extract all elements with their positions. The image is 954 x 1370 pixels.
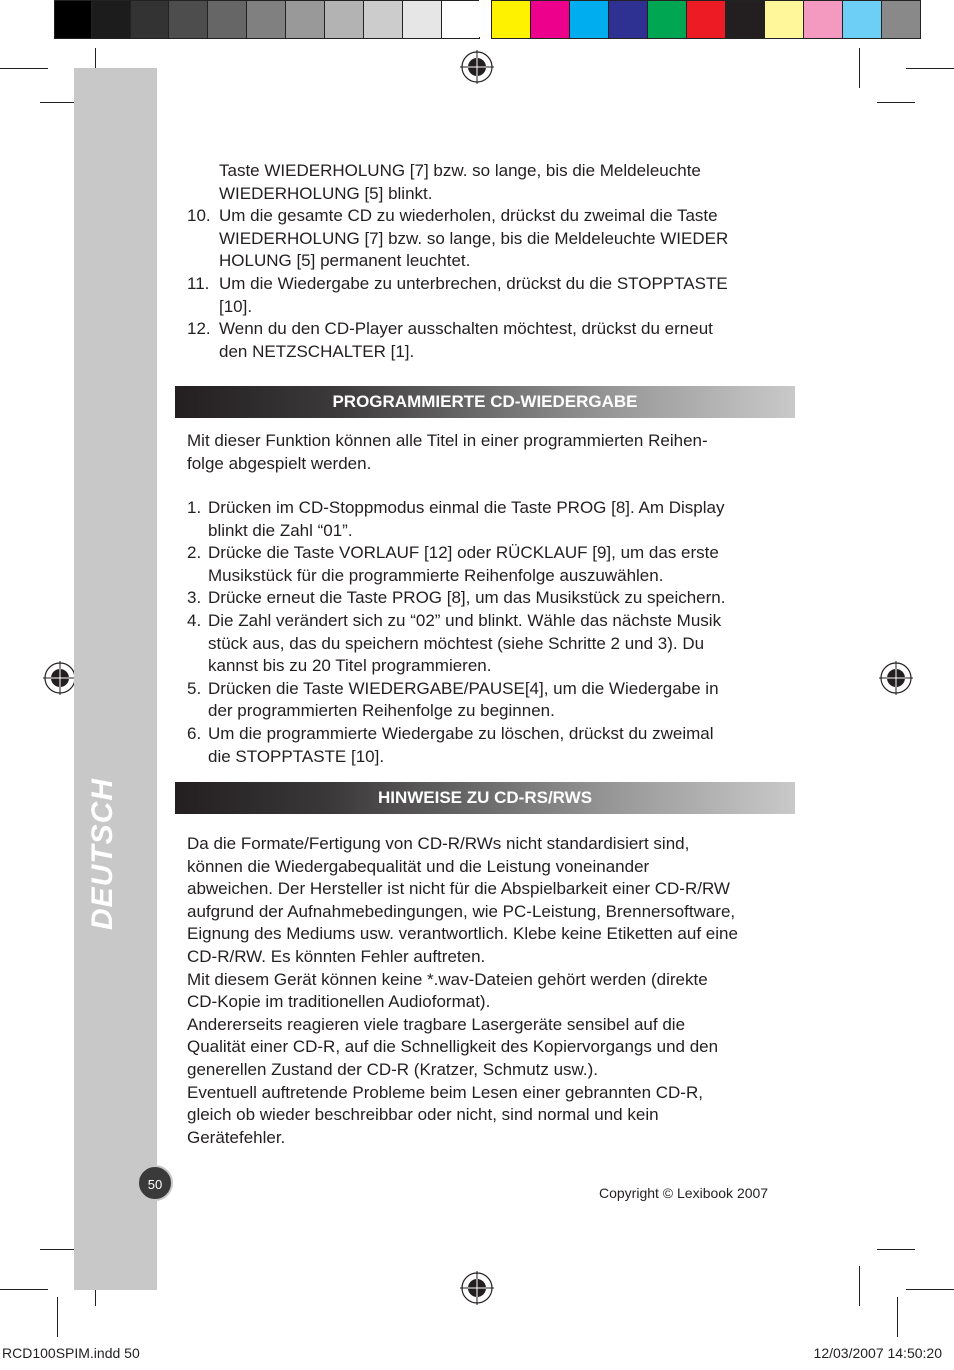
- list-item-line: stück aus, das du speichern möchtest (siehe Schritte 2 und 3). Du: [208, 633, 705, 653]
- paragraph-line: Andererseits reagieren viele tragbare Lasergeräte sensibel auf die: [187, 1014, 686, 1034]
- list-item-line: Um die gesamte CD zu wiederholen, drückst du zweimal die Taste: [219, 206, 718, 226]
- color-swatch: [569, 0, 609, 39]
- list-item-line: blinkt die Zahl “01”.: [208, 520, 353, 540]
- list-item-number: 3.: [187, 588, 202, 608]
- list-item-line: Drücke erneut die Taste PROG [8], um das Musikstück zu speichern.: [208, 588, 726, 608]
- paragraph-line: aufgrund der Aufnahmebedingungen, wie PC-Leistung, Brennersoftware,: [187, 901, 736, 921]
- list-item-line: der programmierten Reihenfolge zu beginnen.: [208, 701, 555, 721]
- section-heading-cdrw: HINWEISE ZU CD-RS/RWS: [175, 782, 795, 814]
- crop-mark: [859, 1266, 860, 1306]
- registration-mark-icon: [879, 661, 913, 695]
- color-swatch: [324, 0, 364, 39]
- crop-mark: [57, 1297, 58, 1337]
- color-swatch: [842, 0, 882, 39]
- list-item-number: 12.: [187, 319, 211, 339]
- crop-mark: [897, 1297, 898, 1337]
- crop-mark: [906, 68, 954, 69]
- paragraph-line: Da die Formate/Fertigung von CD-R/RWs nicht standardisiert sind,: [187, 834, 690, 853]
- page-number-badge: 50: [137, 1165, 173, 1201]
- list-item-number: 1.: [187, 498, 202, 517]
- color-swatch: [441, 0, 480, 39]
- color-swatch: [130, 0, 169, 39]
- color-swatch: [207, 0, 247, 39]
- list-item-line: die STOPPTASTE [10].: [208, 746, 385, 766]
- registration-mark-icon: [43, 661, 77, 695]
- list-item-number: 6.: [187, 723, 202, 743]
- list-item: [187, 587, 802, 610]
- list-item-number: 2.: [187, 543, 202, 563]
- paragraph-line: Mit dieser Funktion können alle Titel in einer programmierten Reihen-: [187, 431, 708, 450]
- list-item-line: WIEDERHOLUNG [7] bzw. so lange, bis die Meldeleuchte WIEDER: [219, 228, 729, 248]
- color-swatch: [881, 0, 921, 39]
- list-item-line: Wenn du den CD-Player ausschalten möchtest, drückst du erneut: [219, 319, 713, 339]
- color-swatch: [54, 0, 92, 39]
- list-item: [187, 318, 799, 363]
- paragraph-line: CD-R/RW. Es könnten Fehler auftreten.: [187, 946, 486, 966]
- crop-mark: [859, 48, 860, 88]
- color-swatch: [803, 0, 843, 39]
- paragraph-line: folge abgespielt werden.: [187, 453, 372, 473]
- list-item-line: den NETZSCHALTER [1].: [219, 341, 415, 361]
- color-swatch: [285, 0, 325, 39]
- section-heading-program: PROGRAMMIERTE CD-WIEDERGABE: [175, 386, 795, 418]
- paragraph-line: können die Wiedergabequalität und die Leistung voneinander: [187, 856, 650, 876]
- crop-mark: [0, 68, 48, 69]
- sidebar-language-label: DEUTSCH: [86, 777, 119, 930]
- color-swatch: [608, 0, 648, 39]
- color-swatch: [363, 0, 403, 39]
- list-item-line: Die Zahl verändert sich zu “02” und blinkt. Wähle das nächste Musik: [208, 610, 722, 630]
- crop-mark: [0, 1289, 48, 1290]
- list-item: [187, 160, 799, 205]
- program-steps-list: [187, 497, 802, 768]
- list-item-number: 10.: [187, 206, 211, 226]
- paragraph-line: Mit diesem Gerät können keine *.wav-Dateien gehört werden (direkte: [187, 969, 708, 989]
- list-item-line: HOLUNG [5] permanent leuchtet.: [219, 251, 471, 271]
- paragraph-line: Qualität einer CD-R, auf die Schnelligkeit des Kopiervorgangs und den: [187, 1037, 719, 1057]
- language-sidebar: [74, 68, 157, 1290]
- list-item-line: Taste WIEDERHOLUNG [7] bzw. so lange, bis die Meldeleuchte: [219, 161, 701, 180]
- list-item-line: Musikstück für die programmierte Reihenfolge auszuwählen.: [208, 565, 664, 585]
- color-swatch: [725, 0, 765, 39]
- paragraph-line: generellen Zustand der CD-R (Kratzer, Schmutz usw.).: [187, 1059, 598, 1079]
- list-item: [187, 678, 802, 723]
- paragraph-line: CD-Kopie im traditionellen Audioformat).: [187, 992, 491, 1012]
- list-item: [187, 497, 802, 542]
- color-calibration-bar: [54, 0, 920, 40]
- color-swatch: [479, 0, 491, 37]
- crop-mark: [877, 1249, 915, 1250]
- color-swatch: [91, 0, 131, 39]
- registration-mark-icon: [460, 50, 494, 84]
- color-swatch: [246, 0, 286, 39]
- footer-file-info: RCD100SPIM.indd 50: [2, 1345, 140, 1361]
- list-item-line: Drücke die Taste VORLAUF [12] oder RÜCKLAUF [9], um das erste: [208, 543, 719, 563]
- list-item-line: kannst bis zu 20 Titel programmieren.: [208, 656, 492, 676]
- list-item-number: 4.: [187, 610, 202, 630]
- color-swatch: [647, 0, 687, 39]
- list-item: [187, 205, 799, 273]
- paragraph-line: gleich ob wieder beschreibbar oder nicht, sind normal und kein: [187, 1105, 659, 1125]
- list-item-number: 11.: [187, 273, 210, 293]
- color-swatch: [686, 0, 726, 39]
- paragraph-line: Eignung des Mediums usw. verantwortlich. Klebe keine Etiketten auf eine: [187, 924, 738, 944]
- list-item: [187, 273, 799, 318]
- footer-datetime: 12/03/2007 14:50:20: [813, 1345, 942, 1361]
- paragraph-line: abweichen. Der Hersteller ist nicht für die Abspielbarkeit einer CD-R/RW: [187, 879, 730, 899]
- registration-mark-icon: [460, 1271, 494, 1305]
- list-item: [187, 610, 802, 678]
- copyright-notice: Copyright © Lexibook 2007: [599, 1185, 769, 1201]
- color-swatch: [168, 0, 208, 39]
- list-item-line: Drücken im CD-Stoppmodus einmal die Taste PROG [8]. Am Display: [208, 498, 725, 517]
- list-item-number: 5.: [187, 678, 202, 698]
- paragraph-line: Eventuell auftretende Probleme beim Lesen einer gebrannten CD-R,: [187, 1082, 703, 1102]
- list-item-line: Drücken die Taste WIEDERGABE/PAUSE[4], um die Wiedergabe in: [208, 678, 719, 698]
- paragraph-line: Gerätefehler.: [187, 1127, 286, 1147]
- crop-mark: [877, 102, 915, 103]
- repeat-instructions-list: [187, 160, 799, 363]
- list-item: [187, 723, 802, 768]
- cdrw-notes-paragraph: [187, 833, 802, 1149]
- crop-mark: [40, 1249, 78, 1250]
- list-item-line: Um die Wiedergabe zu unterbrechen, drückst du die STOPPTASTE: [219, 273, 728, 293]
- color-swatch: [402, 0, 442, 39]
- color-swatch: [530, 0, 570, 39]
- list-item-line: WIEDERHOLUNG [5] blinkt.: [219, 183, 433, 203]
- program-intro: [187, 430, 802, 475]
- crop-mark: [906, 1289, 954, 1290]
- color-swatch: [491, 0, 531, 39]
- list-item-line: Um die programmierte Wiedergabe zu löschen, drückst du zweimal: [208, 723, 714, 743]
- list-item: [187, 542, 802, 587]
- list-item-line: [10].: [219, 296, 253, 316]
- color-swatch: [764, 0, 804, 39]
- crop-mark: [40, 102, 78, 103]
